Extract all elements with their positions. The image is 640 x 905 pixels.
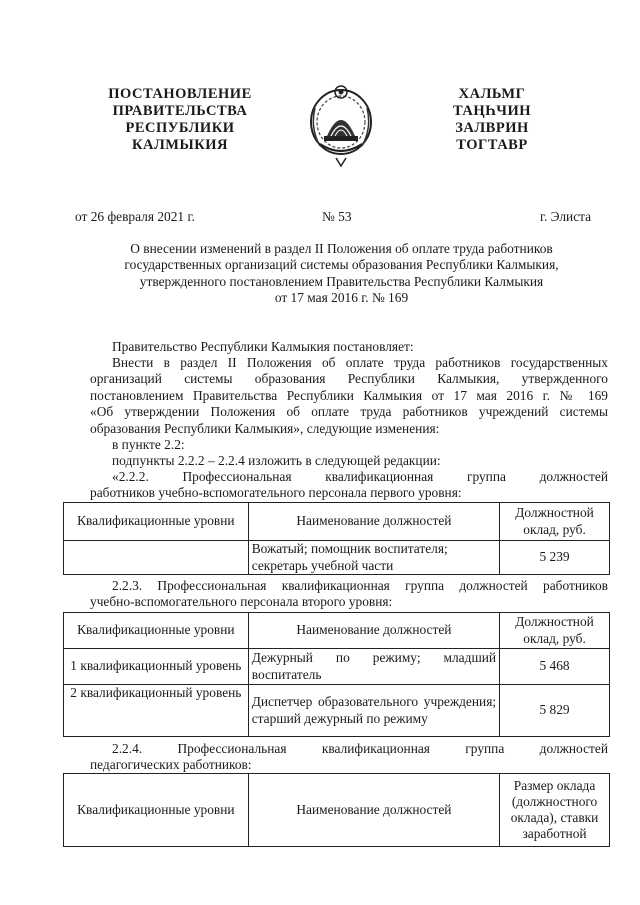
section-line: педагогических работников: <box>90 757 252 773</box>
header-left-line: ПРАВИТЕЛЬСТВА <box>112 103 248 119</box>
table-header-row <box>64 774 610 847</box>
header-salary: Размер оклада (должностного оклада), ставки заработной <box>500 774 610 847</box>
table-row <box>64 685 610 737</box>
cell-positions: Вожатый; помощник воспитателя; секретарь учебной части <box>248 541 499 575</box>
title-line: О внесении изменений в раздел II Положения об оплате труда работников <box>130 241 553 256</box>
paragraph-line: «Об утверждении Положения об оплате труда работников учреждений системы <box>90 404 608 420</box>
header-right-line: ТАҢҺЧИН <box>452 103 532 119</box>
section-2-2-4 <box>90 741 608 774</box>
header-levels: Квалификационные уровни <box>64 613 249 649</box>
table-second-level <box>63 612 610 737</box>
section-2-2-2 <box>90 469 608 502</box>
cell-salary: 5 468 <box>500 649 610 685</box>
header-positions: Наименование должностей <box>248 503 499 541</box>
header-left-line: КАЛМЫКИЯ <box>132 137 228 153</box>
title-line: от 17 мая 2016 г. № 169 <box>274 290 409 306</box>
paragraph-resolution: Правительство Республики Калмыкия постановляет: <box>112 339 414 354</box>
section-line: работников учебно-вспомогательного персонала первого уровня: <box>90 485 462 501</box>
table-row <box>64 649 610 685</box>
paragraph-point: в пункте 2.2: <box>112 437 185 452</box>
decree-city: г. Элиста <box>540 209 592 224</box>
coat-of-arms-emblem <box>300 78 382 170</box>
header-positions: Наименование должностей <box>248 613 499 649</box>
paragraph-subpoints: подпункты 2.2.2 – 2.2.4 изложить в следующей редакции: <box>112 453 441 468</box>
table-pedagogical <box>63 773 610 847</box>
cell-level <box>64 541 249 575</box>
header-positions: Наименование должностей <box>248 774 499 847</box>
header-levels: Квалификационные уровни <box>64 503 249 541</box>
header-right-line: ТОГТАВР <box>456 137 528 153</box>
cell-salary: 5 239 <box>500 541 610 575</box>
paragraph-changes <box>90 355 608 437</box>
header-left-line: РЕСПУБЛИКИ <box>125 120 235 136</box>
table-first-level <box>63 502 610 575</box>
title-line: утвержденного постановлением Правительства Республики Калмыкия <box>139 273 544 289</box>
section-line: 2.2.3. Профессиональная квалификационная группа должностей работников <box>112 578 608 593</box>
header-left-line: ПОСТАНОВЛЕНИЕ <box>108 86 252 102</box>
table-row <box>64 541 610 575</box>
section-line: «2.2.2. Профессиональная квалификационная группа должностей <box>112 469 608 484</box>
header-left <box>95 86 265 154</box>
paragraph-line: образования Республики Калмыкия», следующие изменения: <box>90 420 440 436</box>
cell-level: 2 квалификационный уровень <box>64 685 249 737</box>
decree-date: от 26 февраля 2021 г. <box>75 209 195 224</box>
decree-title <box>74 241 609 307</box>
section-line: учебно-вспомогательного персонала второго уровня: <box>90 594 393 610</box>
decree-number: № 53 <box>322 209 352 224</box>
header-right <box>432 86 552 154</box>
cell-level: 1 квалификационный уровень <box>64 649 249 685</box>
paragraph-line: постановлением Правительства Республики Калмыкия от 17 мая 2016 г. № 169 <box>90 387 608 403</box>
paragraph-line: организаций системы образования Республики Калмыкия, утвержденного <box>90 371 608 387</box>
header-right-line: ЗАЛВРИН <box>455 120 529 136</box>
header-right-line: ХАЛЬМГ <box>458 86 526 102</box>
table-header-row <box>64 613 610 649</box>
section-line: 2.2.4. Профессиональная квалификационная группа должностей <box>112 741 608 756</box>
cell-salary: 5 829 <box>500 685 610 737</box>
title-line: государственных организаций системы образования Республики Калмыкия, <box>124 257 559 273</box>
cell-positions: Диспетчер образовательного учреждения; старший дежурный по режиму <box>248 685 499 737</box>
header-levels: Квалификационные уровни <box>64 774 249 847</box>
table-header-row <box>64 503 610 541</box>
section-2-2-3 <box>90 578 608 611</box>
cell-positions: Дежурный по режиму; младший воспитатель <box>248 649 499 685</box>
header-salary: Должностной оклад, руб. <box>500 613 610 649</box>
paragraph-line: Внести в раздел II Положения об оплате труда работников государственных <box>112 355 608 370</box>
header-salary: Должностной оклад, руб. <box>500 503 610 541</box>
